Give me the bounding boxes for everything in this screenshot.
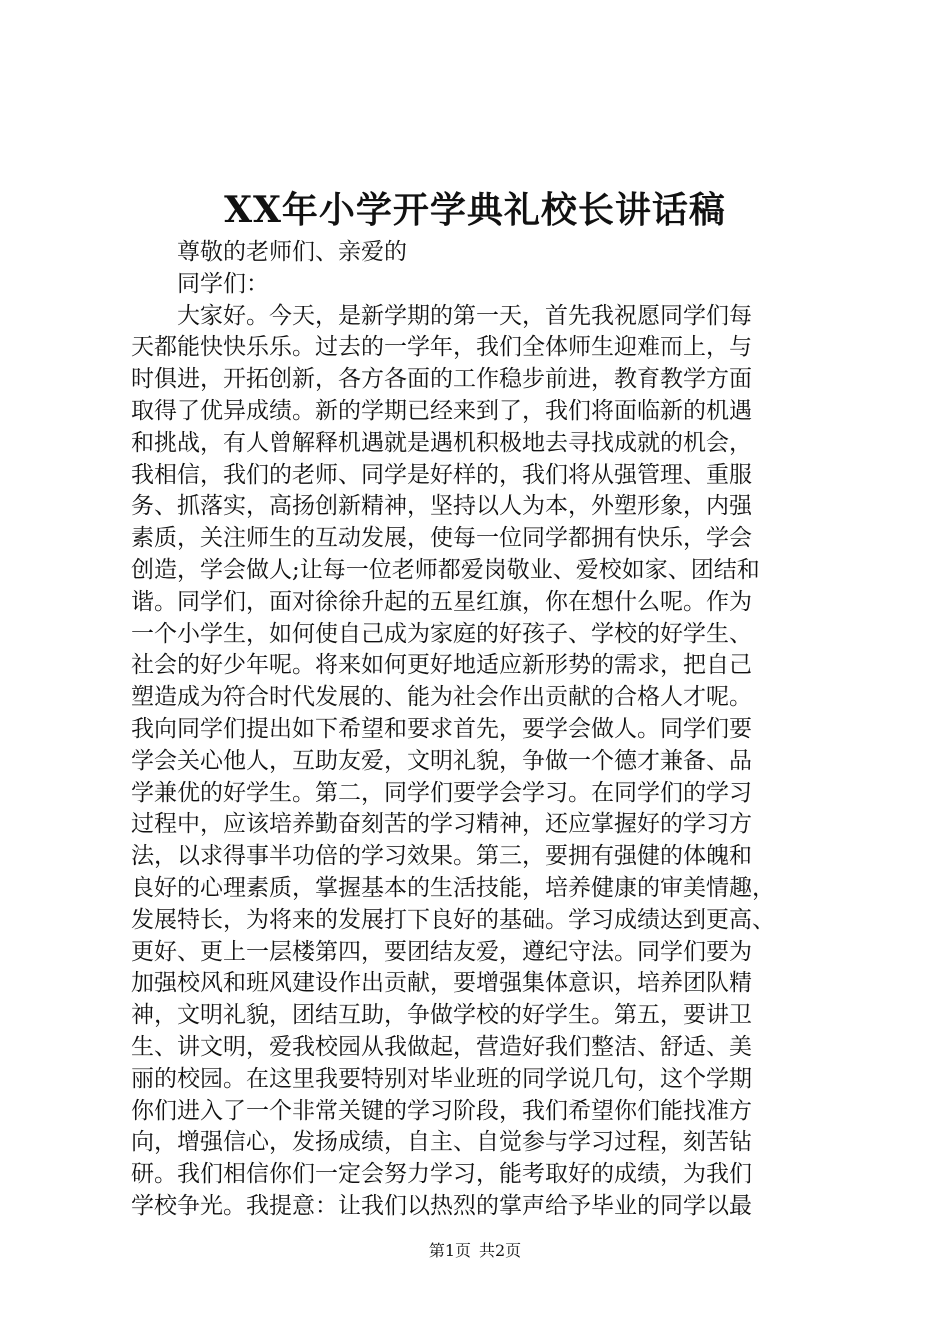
body-line: 创造，学会做人;让每一位老师都爱岗敬业、爱校如家、团结和	[131, 556, 760, 583]
body-line: 时俱进，开拓创新，各方各面的工作稳步前进，教育教学方面	[131, 366, 752, 393]
body-line: 学兼优的好学生。第二，同学们要学会学习。在同学们的学习	[131, 779, 752, 806]
body-line: 学会关心他人，互助友爱，文明礼貌，争做一个德才兼备、品	[131, 747, 752, 774]
document-title: XX年小学开学典礼校长讲话稿	[224, 189, 726, 231]
body-line: 我向同学们提出如下希望和要求首先，要学会做人。同学们要	[131, 715, 752, 742]
body-line: 同学们：	[177, 270, 269, 297]
body-line: 良好的心理素质，掌握基本的生活技能，培养健康的审美情趣，	[131, 874, 775, 901]
body-line: 大家好。今天，是新学期的第一天，首先我祝愿同学们每	[177, 302, 752, 329]
page-footer	[0, 1240, 950, 1262]
body-line: 谐。同学们，面对徐徐升起的五星红旗，你在想什么呢。作为	[131, 588, 752, 615]
body-line: 研。我们相信你们一定会努力学习，能考取好的成绩，为我们	[131, 1161, 752, 1188]
body-line: 你们进入了一个非常关键的学习阶段，我们希望你们能找准方	[131, 1097, 752, 1124]
body-line: 向，增强信心，发扬成绩，自主、自觉参与学习过程，刻苦钻	[131, 1129, 752, 1156]
body-line: 法，以求得事半功倍的学习效果。第三，要拥有强健的体魄和	[131, 843, 752, 870]
body-line: 更好、更上一层楼第四，要团结友爱，遵纪守法。同学们要为	[131, 938, 752, 965]
document-body	[131, 237, 831, 1223]
body-line: 一个小学生，如何使自己成为家庭的好孩子、学校的好学生、	[131, 620, 752, 647]
body-line: 学校争光。我提意：让我们以热烈的掌声给予毕业的同学以最	[131, 1192, 752, 1219]
body-line: 塑造成为符合时代发展的、能为社会作出贡献的合格人才呢。	[131, 684, 752, 711]
page-number: 第1页	[428, 1241, 471, 1260]
body-line: 尊敬的老师们、亲爱的	[177, 239, 407, 265]
page-total: 共2页	[479, 1241, 522, 1260]
body-line: 神，文明礼貌，团结互助，争做学校的好学生。第五，要讲卫	[131, 1002, 752, 1029]
body-line: 过程中，应该培养勤奋刻苦的学习精神，还应掌握好的学习方	[131, 811, 752, 838]
body-line: 加强校风和班风建设作出贡献，要增强集体意识，培养团队精	[131, 970, 752, 997]
body-line: 我相信，我们的老师、同学是好样的，我们将从强管理、重服	[131, 461, 752, 488]
body-line: 生、讲文明，爱我校园从我做起，营造好我们整洁、舒适、美	[131, 1033, 752, 1060]
body-line: 社会的好少年呢。将来如何更好地适应新形势的需求，把自己	[131, 652, 752, 679]
body-line: 丽的校园。在这里我要特别对毕业班的同学说几句，这个学期	[131, 1065, 752, 1092]
body-line: 素质，关注师生的互动发展，使每一位同学都拥有快乐，学会	[131, 525, 752, 552]
body-line: 务、抓落实，高扬创新精神，坚持以人为本，外塑形象，内强	[131, 493, 752, 520]
body-line: 和挑战，有人曾解释机遇就是遇机积极地去寻找成就的机会，	[131, 429, 752, 456]
body-line: 取得了优异成绩。新的学期已经来到了，我们将面临新的机遇	[131, 397, 752, 424]
body-line: 天都能快快乐乐。过去的一学年，我们全体师生迎难而上，与	[131, 334, 752, 361]
body-line: 发展特长，为将来的发展打下良好的基础。学习成绩达到更高、	[131, 906, 775, 933]
